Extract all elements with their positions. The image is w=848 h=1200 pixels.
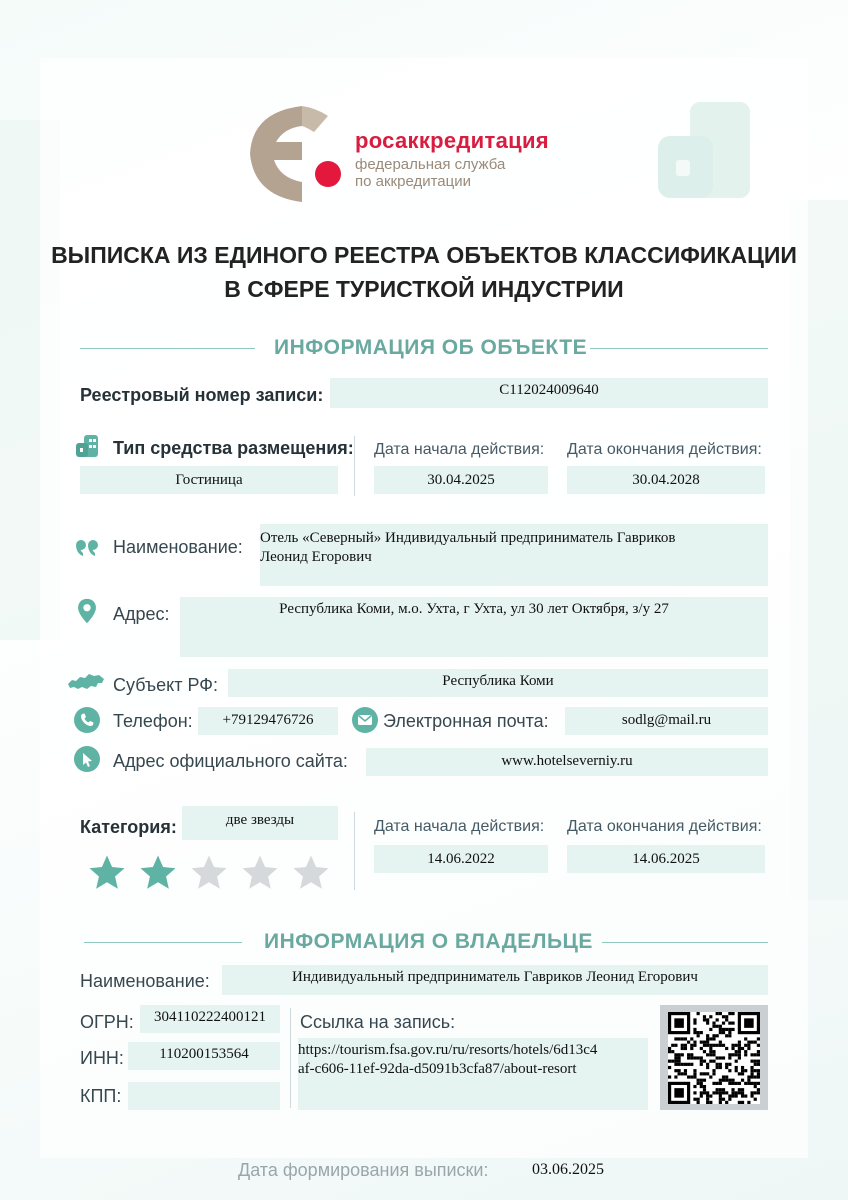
section-divider [590, 348, 768, 349]
document-title-line2: В СФЕРЕ ТУРИСТКОЙ ИНДУСТРИИ [224, 276, 624, 302]
phone-value: +79129476726 [198, 707, 338, 735]
column-divider [354, 436, 355, 496]
object-name-label: Наименование: [113, 537, 243, 557]
building-watermark-icon [650, 96, 760, 206]
accommodation-type-label: Тип средства размещения: [113, 438, 354, 458]
subject-label: Субъект РФ: [113, 675, 218, 695]
category-start-date-label: Дата начала действия: [374, 818, 545, 835]
category-end-date-label: Дата окончания действия: [567, 818, 762, 835]
column-divider [290, 1008, 291, 1108]
email-icon [352, 707, 378, 733]
object-name-line2: Леонид Егорович [260, 549, 372, 565]
star-filled-icon [86, 852, 128, 894]
phone-label: Телефон: [113, 711, 193, 731]
record-link-label: Ссылка на запись: [300, 1012, 456, 1032]
website-label: Адрес официального сайта: [113, 751, 348, 771]
section-divider [84, 942, 242, 943]
russia-map-icon [66, 670, 106, 694]
category-value: две звезды [182, 806, 338, 840]
kpp-value [128, 1082, 280, 1110]
agency-subtitle-line2: по аккредитации [355, 173, 471, 190]
ogrn-value: 304110222400121 [140, 1005, 280, 1033]
generation-date-value: 03.06.2025 [532, 1161, 604, 1178]
location-pin-icon [74, 598, 100, 624]
star-filled-icon [137, 852, 179, 894]
generation-date-label: Дата формирования выписки: [238, 1160, 489, 1180]
section-divider [602, 942, 768, 943]
hotel-building-icon [74, 433, 100, 459]
inn-value: 110200153564 [128, 1042, 280, 1070]
end-date-value: 30.04.2028 [567, 466, 765, 494]
subject-value: Республика Коми [228, 669, 768, 697]
column-divider [354, 812, 355, 890]
category-start-date-value: 14.06.2022 [374, 845, 548, 873]
record-link-value[interactable] [298, 1038, 648, 1110]
record-link-line1[interactable]: https://tourism.fsa.gov.ru/ru/resorts/hotels/6d13c4 [298, 1042, 598, 1058]
address-label: Адрес: [113, 604, 170, 624]
record-link-line2[interactable]: af-c606-11ef-92da-d5091b3cfa87/about-resort [298, 1061, 577, 1077]
owner-name-value: Индивидуальный предприниматель Гавриков Леонид Егорович [222, 965, 768, 995]
inn-label: ИНН: [80, 1048, 124, 1068]
object-name-line1: Отель «Северный» Индивидуальный предприниматель Гавриков [260, 530, 676, 546]
document-title-line1: ВЫПИСКА ИЗ ЕДИНОГО РЕЕСТРА ОБЪЕКТОВ КЛАССИФИКАЦИИ [51, 242, 797, 268]
phone-icon [74, 707, 100, 733]
email-label: Электронная почта: [383, 711, 549, 731]
cursor-icon [74, 746, 100, 772]
star-empty-icon [188, 852, 230, 894]
star-empty-icon [290, 852, 332, 894]
start-date-value: 30.04.2025 [374, 466, 548, 494]
section-divider [80, 348, 255, 349]
ogrn-label: ОГРН: [80, 1012, 134, 1032]
website-value: www.hotelseverniy.ru [366, 748, 768, 776]
kpp-label: КПП: [80, 1086, 122, 1106]
qr-code-icon[interactable] [668, 1012, 760, 1104]
category-end-date-value: 14.06.2025 [567, 845, 765, 873]
registry-number-label: Реестровый номер записи: [80, 385, 324, 405]
object-section-title: ИНФОРМАЦИЯ ОБ ОБЪЕКТЕ [274, 336, 588, 359]
object-name-value [260, 524, 768, 586]
category-stars [86, 852, 336, 894]
address-value: Республика Коми, м.о. Ухта, г Ухта, ул 30 лет Октября, з/у 27 [180, 597, 768, 657]
owner-name-label: Наименование: [80, 971, 210, 991]
registry-number-value: С112024009640 [330, 378, 768, 408]
end-date-label: Дата окончания действия: [567, 441, 762, 458]
star-empty-icon [239, 852, 281, 894]
quote-icon [74, 534, 100, 560]
accommodation-type-value: Гостиница [80, 466, 338, 494]
owner-section-title: ИНФОРМАЦИЯ О ВЛАДЕЛЬЦЕ [264, 930, 593, 953]
rosaccreditation-logo-icon [244, 104, 344, 204]
email-value: sodlg@mail.ru [565, 707, 768, 735]
agency-name: росаккредитация [355, 128, 549, 153]
category-label: Категория: [80, 817, 177, 837]
start-date-label: Дата начала действия: [374, 441, 545, 458]
agency-subtitle-line1: федеральная служба [355, 156, 506, 173]
